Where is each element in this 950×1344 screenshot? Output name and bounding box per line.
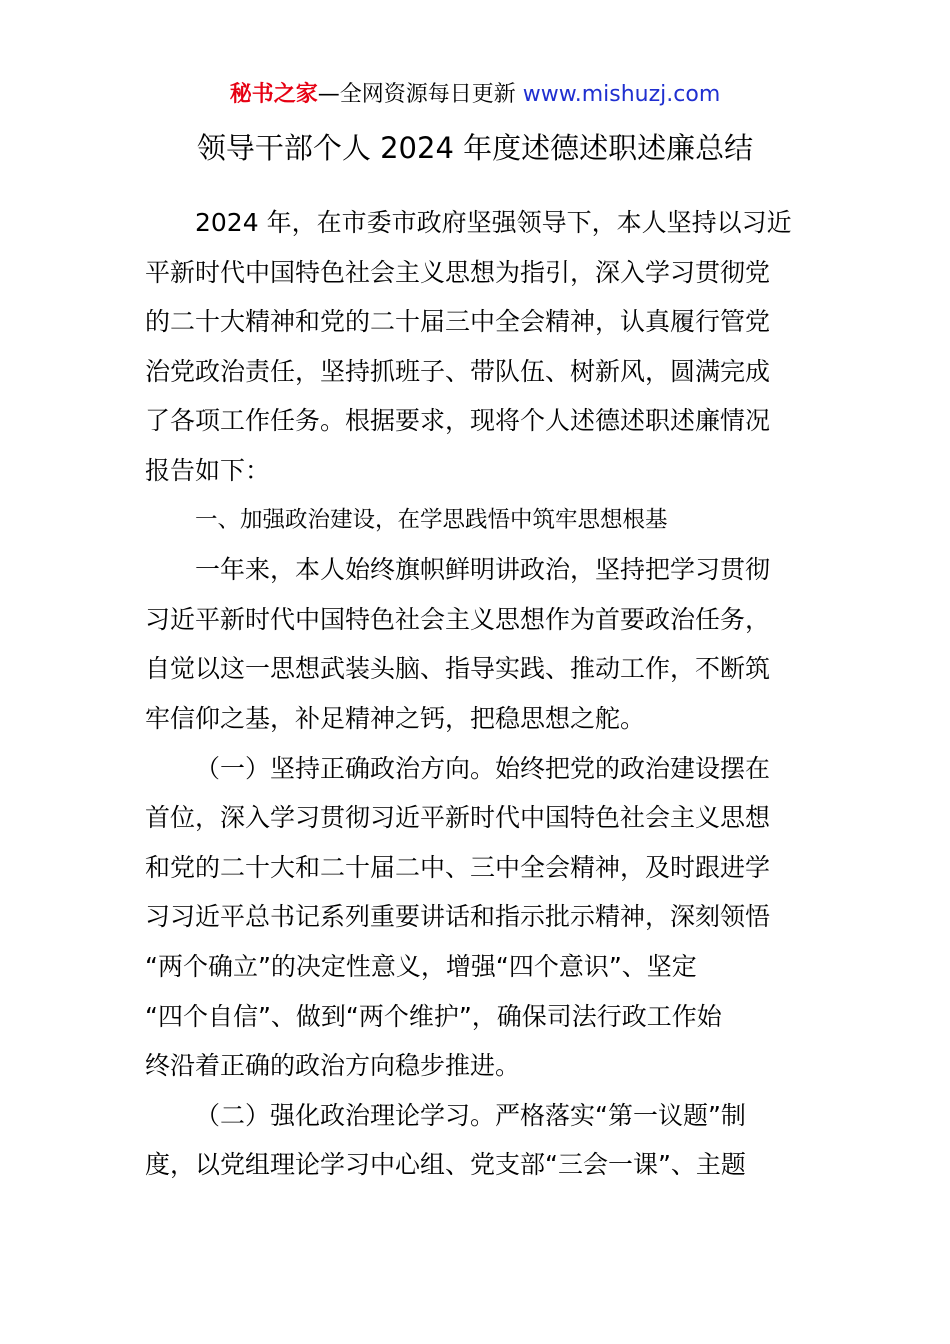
paragraph-line: 习习近平总书记系列重要讲话和指示批示精神，深刻领悟: [145, 902, 771, 932]
paragraph-line: 2024 年，在市委市政府坚强领导下，本人坚持以习近: [195, 208, 792, 237]
paragraph-line: 首位，深入学习贯彻习近平新时代中国特色社会主义思想: [145, 803, 771, 833]
header-tagline: —全网资源每日更新: [317, 82, 523, 107]
paragraph-line: 平新时代中国特色社会主义思想为指引，深入学习贯彻党: [145, 257, 771, 287]
brand-name: 秘书之家: [229, 82, 318, 107]
paragraph-line: “四个自信”、做到“两个维护”，确保司法行政工作始: [145, 1001, 722, 1031]
paragraph-line: 治党政治责任，坚持抓班子、带队伍、树新风，圆满完成: [145, 356, 771, 386]
paragraph-line: （一）坚持正确政治方向。始终把党的政治建设摆在: [195, 753, 771, 783]
paragraph-line: 了各项工作任务。根据要求，现将个人述德述职述廉情况: [145, 406, 771, 436]
paragraph-line: “两个确立”的决定性意义，增强“四个意识”、坚定: [145, 951, 697, 981]
paragraph-line: 度，以党组理论学习中心组、党支部“三会一课”、主题: [145, 1150, 746, 1180]
paragraph-line: 的二十大精神和党的二十届三中全会精神，认真履行管党: [145, 307, 771, 337]
document-title: 领导干部个人 2024 年度述德述职述廉总结: [196, 131, 754, 165]
paragraph-line: 一年来，本人始终旗帜鲜明讲政治，坚持把学习贯彻: [195, 555, 771, 585]
paragraph-line: 习近平新时代中国特色社会主义思想作为首要政治任务，: [145, 604, 771, 634]
paragraph-line: （二）强化政治理论学习。严格落实“第一议题”制: [195, 1100, 746, 1130]
site-url-link[interactable]: www.mishuzj.com: [522, 82, 721, 107]
paragraph-line: 和党的二十大和二十届二中、三中全会精神，及时跟进学: [145, 852, 771, 882]
document-body: [145, 198, 810, 1190]
paragraph-line: 牢信仰之基，补足精神之钙，把稳思想之舵。: [145, 703, 646, 733]
paragraph-line: 自觉以这一思想武装头脑、指导实践、推动工作，不断筑: [145, 654, 771, 684]
paragraph-line: 终沿着正确的政治方向稳步推进。: [145, 1051, 521, 1081]
section-heading: 一、加强政治建设，在学思践悟中筑牢思想根基: [195, 506, 668, 533]
paragraph-line: 报告如下：: [145, 455, 271, 485]
site-header: [0, 80, 950, 110]
